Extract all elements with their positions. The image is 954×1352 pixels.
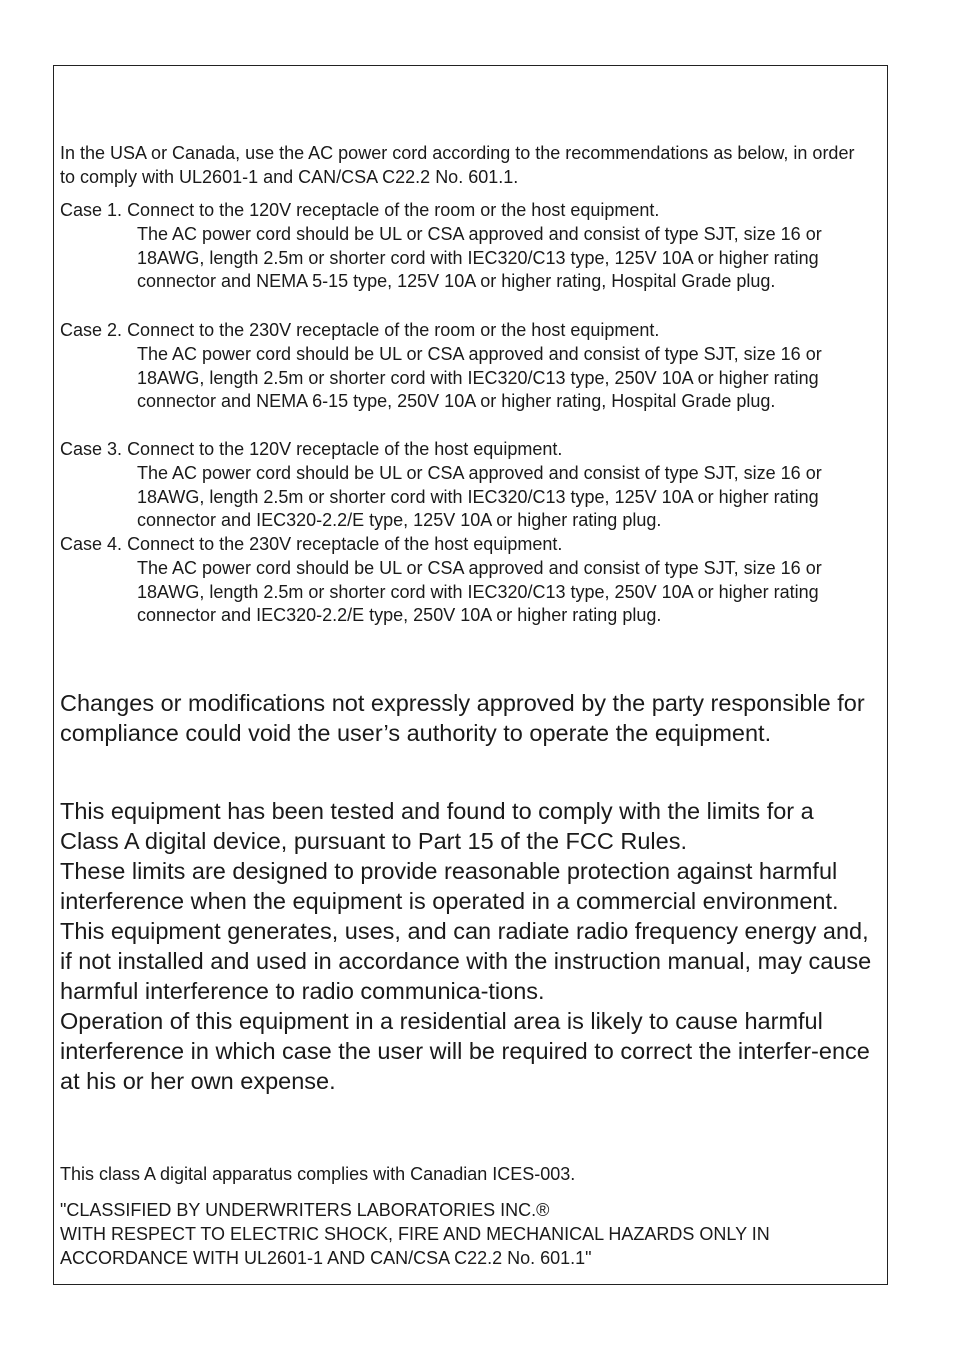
case-label: Case 4. — [60, 534, 123, 554]
ul-classification — [60, 1198, 876, 1270]
fcc-paragraph: Operation of this equipment in a residential area is likely to cause harmful interference in which case the user will be required to correct the interfer-ence at his or her own expense. — [60, 1008, 870, 1094]
case-heading: Connect to the 230V receptacle of the host equipment. — [127, 534, 563, 554]
ul-line: WITH RESPECT TO ELECTRIC SHOCK, FIRE AND MECHANICAL HAZARDS ONLY IN ACCORDANCE WITH UL2601-1 AND CAN/CSA C22.2 No. 601.1" — [60, 1224, 770, 1268]
case-4 — [60, 533, 880, 628]
case-label: Case 2. — [60, 320, 123, 340]
case-heading: Connect to the 120V receptacle of the host equipment. — [127, 439, 563, 459]
case-body: The AC power cord should be UL or CSA approved and consist of type SJT, size 16 or 18AWG, length 2.5m or shorter cord with IEC320/C13 type, 125V 10A or higher rating connector and NEMA 5-15 type, 125V 10A or higher rating, Hospital Grade plug. — [137, 223, 822, 292]
case-body: The AC power cord should be UL or CSA approved and consist of type SJT, size 16 or 18AWG, length 2.5m or shorter cord with IEC320/C13 type, 250V 10A or higher rating connector and IEC320-2.2/E type, 250V 10A or higher rating plug. — [137, 557, 822, 626]
case-2 — [60, 319, 880, 414]
case-body: The AC power cord should be UL or CSA approved and consist of type SJT, size 16 or 18AWG, length 2.5m or shorter cord with IEC320/C13 type, 125V 10A or higher rating connector and IEC320-2.2/E type, 125V 10A or higher rating plug. — [137, 462, 822, 531]
case-label: Case 3. — [60, 439, 123, 459]
changes-warning: Changes or modifications not expressly approved by the party responsible for compliance could void the user’s authority to operate the equipment. — [60, 690, 865, 746]
ices-statement: This class A digital apparatus complies with Canadian ICES-003. — [60, 1164, 576, 1184]
power-cord-intro: In the USA or Canada, use the AC power cord according to the recommendations as below, in order to comply with UL2601-1 and CAN/CSA C22.2 No. 601.1. — [60, 143, 855, 187]
fcc-paragraph: These limits are designed to provide reasonable protection against harmful interference when the equipment is operated in a commercial environment. This equipment generates, uses, and can radiate radio frequency energy and, if not installed and used in accordance with the instruction manual, may cause harmful interference to radio communica-tions. — [60, 858, 872, 1004]
case-heading: Connect to the 230V receptacle of the room or the host equipment. — [127, 320, 660, 340]
case-heading: Connect to the 120V receptacle of the room or the host equipment. — [127, 200, 660, 220]
case-1 — [60, 199, 880, 294]
ul-line: "CLASSIFIED BY UNDERWRITERS LABORATORIES INC.® — [60, 1200, 550, 1220]
fcc-paragraph: This equipment has been tested and found to comply with the limits for a Class A digital device, pursuant to Part 15 of the FCC Rules. — [60, 798, 814, 854]
case-label: Case 1. — [60, 200, 123, 220]
fcc-statement — [60, 796, 875, 1096]
case-body: The AC power cord should be UL or CSA approved and consist of type SJT, size 16 or 18AWG, length 2.5m or shorter cord with IEC320/C13 type, 250V 10A or higher rating connector and NEMA 6-15 type, 250V 10A or higher rating, Hospital Grade plug. — [137, 343, 822, 412]
case-3 — [60, 438, 880, 533]
